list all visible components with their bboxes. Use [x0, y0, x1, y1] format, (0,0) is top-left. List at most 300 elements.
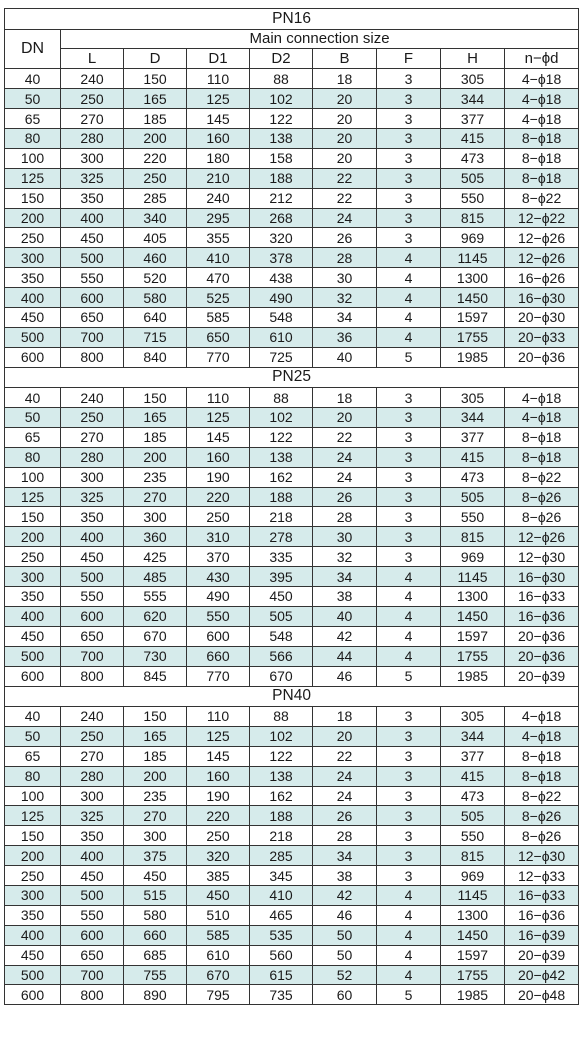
table-cell: 715	[124, 327, 187, 347]
table-cell: 122	[250, 427, 313, 447]
table-cell: 125	[5, 806, 61, 826]
table-cell: 100	[5, 148, 61, 168]
table-cell: 450	[124, 866, 187, 886]
table-cell: 52	[313, 965, 377, 985]
table-cell: 24	[313, 447, 377, 467]
table-cell: 1597	[441, 945, 505, 965]
column-header: L	[61, 49, 124, 69]
table-cell: 22	[313, 427, 377, 447]
table-cell: 650	[61, 626, 124, 646]
table-cell: 125	[187, 89, 250, 109]
table-cell: 585	[187, 925, 250, 945]
table-cell: 450	[5, 945, 61, 965]
table-cell: 34	[313, 567, 377, 587]
table-cell: 4	[377, 606, 441, 626]
table-cell: 270	[124, 806, 187, 826]
table-cell: 165	[124, 726, 187, 746]
table-cell: 3	[377, 148, 441, 168]
table-cell: 500	[61, 248, 124, 268]
table-cell: 30	[313, 527, 377, 547]
table-cell: 415	[441, 447, 505, 467]
table-cell: 377	[441, 109, 505, 129]
table-cell: 400	[5, 606, 61, 626]
table-cell: 305	[441, 707, 505, 727]
column-header: B	[313, 49, 377, 69]
table-cell: 490	[187, 587, 250, 607]
table-cell: 3	[377, 487, 441, 507]
table-cell: 300	[61, 467, 124, 487]
table-cell: 20−ϕ36	[505, 646, 579, 666]
table-cell: 188	[250, 487, 313, 507]
column-header: D2	[250, 49, 313, 69]
table-cell: 378	[250, 248, 313, 268]
table-cell: 450	[187, 886, 250, 906]
table-cell: 65	[5, 109, 61, 129]
table-cell: 725	[250, 347, 313, 367]
table-row	[5, 248, 579, 268]
table-cell: 150	[124, 69, 187, 89]
table-cell: 670	[124, 626, 187, 646]
table-cell: 3	[377, 467, 441, 487]
table-cell: 4	[377, 567, 441, 587]
table-row	[5, 606, 579, 626]
table-cell: 40	[313, 347, 377, 367]
table-cell: 138	[250, 766, 313, 786]
table-cell: 4	[377, 307, 441, 327]
table-cell: 340	[124, 208, 187, 228]
table-cell: 150	[5, 188, 61, 208]
table-cell: 218	[250, 826, 313, 846]
table-cell: 188	[250, 806, 313, 826]
table-row	[5, 89, 579, 109]
table-cell: 125	[5, 487, 61, 507]
table-cell: 190	[187, 467, 250, 487]
table-cell: 450	[61, 228, 124, 248]
table-cell: 800	[61, 666, 124, 686]
table-cell: 200	[5, 527, 61, 547]
table-cell: 510	[187, 905, 250, 925]
table-cell: 44	[313, 646, 377, 666]
table-cell: 415	[441, 766, 505, 786]
table-cell: 240	[61, 707, 124, 727]
table-cell: 80	[5, 447, 61, 467]
table-cell: 250	[5, 866, 61, 886]
table-cell: 160	[187, 447, 250, 467]
column-header: n−ϕd	[505, 49, 579, 69]
table-row	[5, 646, 579, 666]
table-cell: 700	[61, 327, 124, 347]
table-cell: 325	[61, 487, 124, 507]
table-cell: 46	[313, 666, 377, 686]
table-cell: 16−ϕ36	[505, 905, 579, 925]
table-cell: 3	[377, 408, 441, 428]
table-cell: 470	[187, 268, 250, 288]
table-cell: 600	[61, 606, 124, 626]
table-cell: 26	[313, 806, 377, 826]
table-cell: 395	[250, 567, 313, 587]
table-cell: 42	[313, 886, 377, 906]
table-cell: 845	[124, 666, 187, 686]
table-cell: 300	[5, 886, 61, 906]
table-cell: 580	[124, 288, 187, 308]
table-cell: 4−ϕ18	[505, 89, 579, 109]
table-cell: 1755	[441, 327, 505, 347]
header-row-columns	[5, 49, 579, 69]
table-cell: 40	[313, 606, 377, 626]
table-cell: 8−ϕ22	[505, 786, 579, 806]
table-cell: 3	[377, 447, 441, 467]
table-cell: 200	[124, 128, 187, 148]
table-cell: 473	[441, 467, 505, 487]
table-row	[5, 547, 579, 567]
table-cell: 560	[250, 945, 313, 965]
main-connection-label: Main connection size	[61, 29, 579, 49]
table-cell: 100	[5, 786, 61, 806]
table-cell: 12−ϕ30	[505, 846, 579, 866]
table-cell: 110	[187, 69, 250, 89]
table-cell: 38	[313, 866, 377, 886]
table-cell: 4	[377, 248, 441, 268]
table-cell: 375	[124, 846, 187, 866]
table-cell: 24	[313, 786, 377, 806]
table-cell: 235	[124, 786, 187, 806]
table-cell: 1145	[441, 248, 505, 268]
table-cell: 700	[61, 646, 124, 666]
table-row	[5, 866, 579, 886]
table-cell: 438	[250, 268, 313, 288]
table-cell: 610	[187, 945, 250, 965]
table-cell: 280	[61, 766, 124, 786]
table-cell: 200	[5, 846, 61, 866]
table-cell: 3	[377, 746, 441, 766]
table-cell: 34	[313, 307, 377, 327]
table-cell: 50	[313, 945, 377, 965]
table-cell: 430	[187, 567, 250, 587]
table-cell: 840	[124, 347, 187, 367]
section-title: PN40	[5, 686, 579, 707]
table-cell: 450	[61, 866, 124, 886]
table-cell: 250	[5, 228, 61, 248]
table-cell: 650	[61, 945, 124, 965]
column-header: D1	[187, 49, 250, 69]
table-cell: 165	[124, 89, 187, 109]
table-cell: 150	[124, 388, 187, 408]
table-cell: 200	[5, 208, 61, 228]
table-cell: 4	[377, 587, 441, 607]
table-row	[5, 507, 579, 527]
section-title-row	[5, 686, 579, 707]
table-cell: 30	[313, 268, 377, 288]
table-cell: 370	[187, 547, 250, 567]
table-cell: 22	[313, 168, 377, 188]
table-cell: 16−ϕ33	[505, 886, 579, 906]
table-cell: 8−ϕ26	[505, 487, 579, 507]
table-cell: 34	[313, 846, 377, 866]
table-row	[5, 69, 579, 89]
table-cell: 500	[61, 567, 124, 587]
table-cell: 220	[187, 806, 250, 826]
table-cell: 615	[250, 965, 313, 985]
table-cell: 145	[187, 746, 250, 766]
table-cell: 185	[124, 746, 187, 766]
table-row	[5, 427, 579, 447]
table-cell: 4	[377, 288, 441, 308]
table-cell: 345	[250, 866, 313, 886]
table-cell: 460	[124, 248, 187, 268]
table-cell: 344	[441, 408, 505, 428]
table-cell: 320	[187, 846, 250, 866]
table-cell: 240	[187, 188, 250, 208]
table-cell: 800	[61, 985, 124, 1005]
table-cell: 240	[61, 388, 124, 408]
table-cell: 65	[5, 746, 61, 766]
table-cell: 473	[441, 786, 505, 806]
table-cell: 3	[377, 766, 441, 786]
table-cell: 270	[61, 109, 124, 129]
table-cell: 110	[187, 388, 250, 408]
table-cell: 16−ϕ36	[505, 606, 579, 626]
table-cell: 305	[441, 388, 505, 408]
table-cell: 377	[441, 427, 505, 447]
table-cell: 300	[5, 248, 61, 268]
table-row	[5, 806, 579, 826]
table-cell: 473	[441, 148, 505, 168]
table-cell: 320	[250, 228, 313, 248]
table-cell: 220	[124, 148, 187, 168]
table-cell: 505	[441, 806, 505, 826]
table-row	[5, 327, 579, 347]
table-cell: 4	[377, 327, 441, 347]
table-cell: 8−ϕ18	[505, 766, 579, 786]
table-cell: 505	[441, 168, 505, 188]
table-cell: 4−ϕ18	[505, 109, 579, 129]
table-cell: 400	[61, 846, 124, 866]
table-cell: 525	[187, 288, 250, 308]
table-cell: 325	[61, 168, 124, 188]
table-cell: 200	[124, 766, 187, 786]
table-row	[5, 846, 579, 866]
table-cell: 42	[313, 626, 377, 646]
table-cell: 24	[313, 766, 377, 786]
table-row	[5, 228, 579, 248]
table-cell: 969	[441, 547, 505, 567]
header-row-main	[5, 29, 579, 49]
table-cell: 20	[313, 89, 377, 109]
table-cell: 550	[441, 826, 505, 846]
table-row	[5, 388, 579, 408]
table-cell: 5	[377, 985, 441, 1005]
table-cell: 335	[250, 547, 313, 567]
table-row	[5, 826, 579, 846]
table-cell: 28	[313, 826, 377, 846]
table-cell: 400	[5, 288, 61, 308]
table-cell: 600	[5, 985, 61, 1005]
table-cell: 8−ϕ26	[505, 507, 579, 527]
table-cell: 3	[377, 69, 441, 89]
table-cell: 38	[313, 587, 377, 607]
table-cell: 12−ϕ26	[505, 228, 579, 248]
table-row	[5, 766, 579, 786]
flange-dimension-table	[4, 8, 579, 1005]
table-row	[5, 527, 579, 547]
table-cell: 16−ϕ33	[505, 587, 579, 607]
table-cell: 650	[187, 327, 250, 347]
table-cell: 535	[250, 925, 313, 945]
table-cell: 50	[313, 925, 377, 945]
table-cell: 250	[187, 826, 250, 846]
table-cell: 3	[377, 527, 441, 547]
table-cell: 270	[61, 746, 124, 766]
table-cell: 3	[377, 707, 441, 727]
table-cell: 8−ϕ18	[505, 128, 579, 148]
table-cell: 1755	[441, 646, 505, 666]
table-cell: 600	[61, 288, 124, 308]
table-row	[5, 148, 579, 168]
table-cell: 80	[5, 128, 61, 148]
table-cell: 3	[377, 726, 441, 746]
table-cell: 4	[377, 905, 441, 925]
table-cell: 3	[377, 806, 441, 826]
table-cell: 550	[441, 188, 505, 208]
table-cell: 185	[124, 109, 187, 129]
table-cell: 4	[377, 945, 441, 965]
table-cell: 162	[250, 786, 313, 806]
table-cell: 4	[377, 626, 441, 646]
section-title-row	[5, 367, 579, 388]
table-cell: 550	[61, 905, 124, 925]
table-cell: 355	[187, 228, 250, 248]
table-cell: 16−ϕ26	[505, 268, 579, 288]
table-cell: 550	[187, 606, 250, 626]
table-cell: 400	[5, 925, 61, 945]
table-cell: 24	[313, 467, 377, 487]
table-cell: 122	[250, 746, 313, 766]
table-cell: 88	[250, 69, 313, 89]
table-cell: 450	[250, 587, 313, 607]
table-cell: 20−ϕ33	[505, 327, 579, 347]
table-cell: 12−ϕ30	[505, 547, 579, 567]
table-cell: 278	[250, 527, 313, 547]
table-cell: 162	[250, 467, 313, 487]
table-cell: 250	[61, 726, 124, 746]
table-cell: 600	[5, 666, 61, 686]
table-cell: 268	[250, 208, 313, 228]
table-cell: 4	[377, 886, 441, 906]
table-cell: 4−ϕ18	[505, 726, 579, 746]
table-row	[5, 467, 579, 487]
table-cell: 40	[5, 707, 61, 727]
table-cell: 32	[313, 547, 377, 567]
table-cell: 410	[187, 248, 250, 268]
table-cell: 50	[5, 726, 61, 746]
table-cell: 1597	[441, 626, 505, 646]
table-cell: 12−ϕ26	[505, 527, 579, 547]
table-cell: 125	[5, 168, 61, 188]
table-cell: 405	[124, 228, 187, 248]
table-cell: 566	[250, 646, 313, 666]
table-cell: 36	[313, 327, 377, 347]
table-cell: 22	[313, 746, 377, 766]
section-title: PN25	[5, 367, 579, 388]
table-cell: 4−ϕ18	[505, 408, 579, 428]
table-cell: 12−ϕ26	[505, 248, 579, 268]
table-cell: 585	[187, 307, 250, 327]
table-cell: 270	[124, 487, 187, 507]
table-cell: 515	[124, 886, 187, 906]
table-cell: 3	[377, 228, 441, 248]
table-cell: 145	[187, 427, 250, 447]
table-cell: 240	[61, 69, 124, 89]
table-cell: 325	[61, 806, 124, 826]
table-cell: 150	[5, 826, 61, 846]
table-row	[5, 347, 579, 367]
table-cell: 4−ϕ18	[505, 707, 579, 727]
table-cell: 20	[313, 148, 377, 168]
table-cell: 8−ϕ18	[505, 427, 579, 447]
table-cell: 4	[377, 268, 441, 288]
table-cell: 969	[441, 866, 505, 886]
table-cell: 3	[377, 89, 441, 109]
table-cell: 1450	[441, 288, 505, 308]
table-cell: 500	[5, 646, 61, 666]
table-cell: 425	[124, 547, 187, 567]
table-cell: 3	[377, 188, 441, 208]
table-cell: 188	[250, 168, 313, 188]
table-cell: 40	[5, 388, 61, 408]
table-cell: 620	[124, 606, 187, 626]
table-row	[5, 487, 579, 507]
table-cell: 815	[441, 846, 505, 866]
table-cell: 280	[61, 447, 124, 467]
table-cell: 350	[61, 507, 124, 527]
table-cell: 122	[250, 109, 313, 129]
table-cell: 550	[61, 587, 124, 607]
table-cell: 300	[5, 567, 61, 587]
table-cell: 730	[124, 646, 187, 666]
table-cell: 3	[377, 388, 441, 408]
table-cell: 410	[250, 886, 313, 906]
table-cell: 20	[313, 128, 377, 148]
table-cell: 12−ϕ33	[505, 866, 579, 886]
table-cell: 20−ϕ42	[505, 965, 579, 985]
table-cell: 20	[313, 726, 377, 746]
table-cell: 8−ϕ18	[505, 168, 579, 188]
table-row	[5, 945, 579, 965]
table-cell: 65	[5, 427, 61, 447]
table-row	[5, 726, 579, 746]
table-cell: 16−ϕ39	[505, 925, 579, 945]
table-cell: 50	[5, 408, 61, 428]
table-cell: 344	[441, 726, 505, 746]
table-cell: 400	[61, 527, 124, 547]
table-cell: 20−ϕ36	[505, 626, 579, 646]
table-cell: 1755	[441, 965, 505, 985]
table-cell: 500	[5, 327, 61, 347]
table-row	[5, 905, 579, 925]
table-cell: 1300	[441, 587, 505, 607]
table-cell: 100	[5, 467, 61, 487]
table-cell: 8−ϕ18	[505, 148, 579, 168]
table-cell: 26	[313, 487, 377, 507]
table-cell: 200	[124, 447, 187, 467]
table-cell: 610	[250, 327, 313, 347]
table-cell: 580	[124, 905, 187, 925]
table-cell: 3	[377, 109, 441, 129]
table-cell: 20−ϕ48	[505, 985, 579, 1005]
table-cell: 3	[377, 826, 441, 846]
table-cell: 1145	[441, 886, 505, 906]
table-cell: 270	[61, 427, 124, 447]
